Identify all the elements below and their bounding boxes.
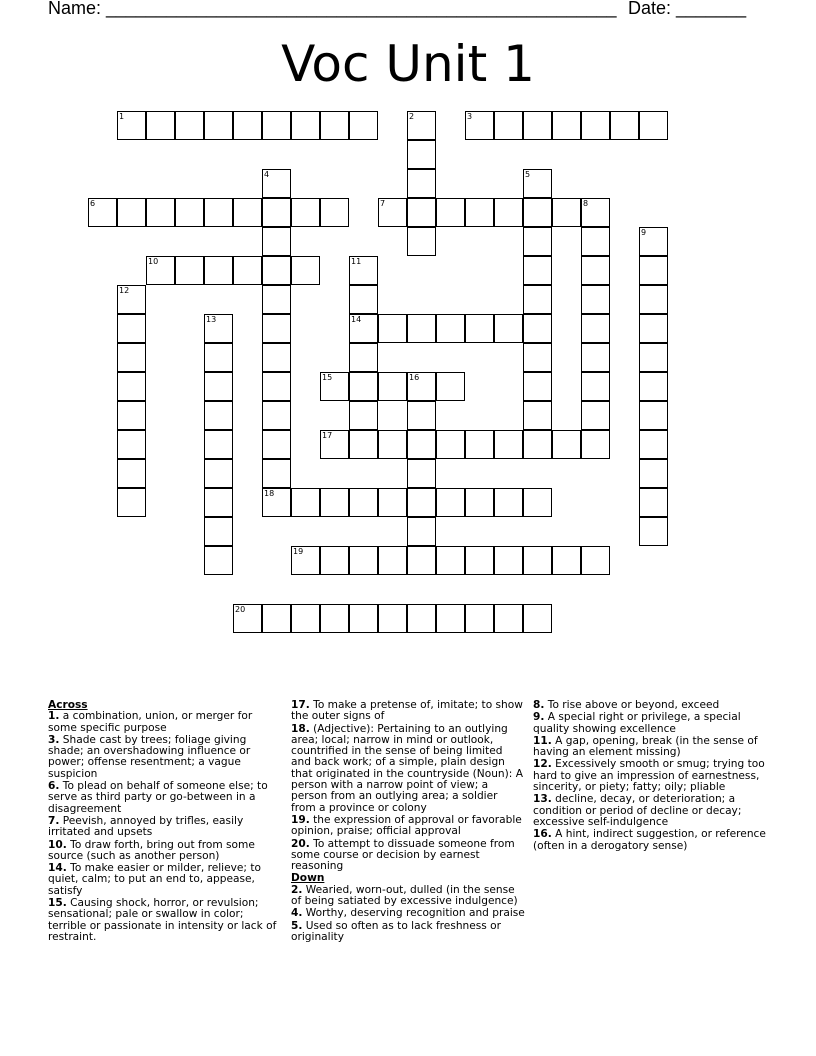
grid-cell[interactable] [581,343,610,372]
clue-text: A hint, indirect suggestion, or reference (often in a derogatory sense) [533,828,766,852]
grid-cell[interactable] [117,401,146,430]
grid-cell[interactable] [436,430,465,459]
clue-number-label: 12. [533,758,552,771]
grid-cell[interactable] [204,459,233,488]
grid-cell[interactable] [204,314,233,343]
clue-number: 13 [206,315,217,324]
grid-cell[interactable] [465,546,494,575]
grid-cell[interactable] [581,198,610,227]
grid-cell[interactable] [494,314,523,343]
grid-cell[interactable] [117,430,146,459]
clue-number: 19 [293,547,304,556]
grid-cell[interactable] [639,343,668,372]
grid-cell[interactable] [320,604,349,633]
grid-cell[interactable] [349,256,378,285]
down-clue [533,736,767,759]
grid-cell[interactable] [204,488,233,517]
grid-cell[interactable] [581,227,610,256]
grid-cell[interactable] [117,111,146,140]
grid-cell[interactable] [407,459,436,488]
grid-cell[interactable] [204,343,233,372]
grid-cell[interactable] [349,430,378,459]
grid-cell[interactable] [349,285,378,314]
clue-text: To attempt to dissuade someone from some course or decision by earnest reasoning [291,837,515,873]
grid-cell[interactable] [523,604,552,633]
clue-number-label: 20. [291,837,310,850]
down-clue [533,829,767,852]
grid-cell[interactable] [291,488,320,517]
grid-cell[interactable] [407,604,436,633]
grid-cell[interactable] [262,372,291,401]
down-clue [291,921,525,944]
grid-cell[interactable] [407,169,436,198]
grid-cell[interactable] [320,372,349,401]
clue-text: To plead on behalf of someone else; to serve as third party or go-between in a disagreement [48,780,268,815]
grid-cell[interactable] [581,430,610,459]
grid-cell[interactable] [494,198,523,227]
grid-cell[interactable] [175,198,204,227]
grid-cell[interactable] [581,372,610,401]
clue-text: A special right or privilege, a special quality showing excellence [533,711,741,735]
clue-number-label: 10. [48,838,67,851]
grid-cell[interactable] [581,314,610,343]
grid-cell[interactable] [436,372,465,401]
grid-cell[interactable] [494,546,523,575]
across-clue [48,711,282,734]
clue-number: 11 [351,257,362,266]
clue-number: 8 [583,199,589,208]
grid-cell[interactable] [88,198,117,227]
grid-cell[interactable] [552,198,581,227]
grid-cell[interactable] [407,198,436,227]
clue-number-label: 7. [48,814,60,827]
grid-cell[interactable] [291,546,320,575]
grid-cell[interactable] [407,314,436,343]
grid-cell[interactable] [436,488,465,517]
grid-cell[interactable] [117,343,146,372]
grid-cell[interactable] [523,430,552,459]
clue-number: 2 [409,112,415,121]
clue-number: 5 [525,170,531,179]
grid-cell[interactable] [436,198,465,227]
clue-number: 17 [322,431,333,440]
down-clue [533,794,767,828]
grid-cell[interactable] [465,314,494,343]
down-clue [533,759,767,793]
clue-number: 4 [264,170,270,179]
grid-cell[interactable] [407,372,436,401]
grid-cell[interactable] [378,372,407,401]
grid-cell[interactable] [204,401,233,430]
grid-cell[interactable] [262,227,291,256]
clue-number-label: 8. [533,699,545,711]
across-clue [291,839,525,873]
clue-text: To rise above or beyond, exceed [544,699,720,711]
grid-cell[interactable] [320,430,349,459]
grid-cell[interactable] [117,372,146,401]
clue-text: To make a pretense of, imitate; to show the outer signs of [291,699,523,723]
grid-cell[interactable] [291,111,320,140]
clue-number: 16 [409,373,420,382]
grid-cell[interactable] [581,546,610,575]
clue-text: A gap, opening, break (in the sense of having an element missing) [533,734,758,759]
grid-cell[interactable] [349,314,378,343]
grid-cell[interactable] [581,401,610,430]
grid-cell[interactable] [465,111,494,140]
clue-text: To draw forth, bring out from some source (such as another person) [48,838,255,862]
down-clue [533,712,767,735]
grid-cell[interactable] [204,111,233,140]
name-field-label: Name: ___________________________________________________ [48,0,617,18]
clue-number-label: 11. [533,734,552,747]
grid-cell[interactable] [349,604,378,633]
grid-cell[interactable] [436,546,465,575]
clue-number: 12 [119,286,130,295]
grid-cell[interactable] [204,430,233,459]
grid-cell[interactable] [523,169,552,198]
grid-cell[interactable] [436,604,465,633]
across-heading: Across [48,699,88,711]
grid-cell[interactable] [639,401,668,430]
grid-cell[interactable] [436,314,465,343]
grid-cell[interactable] [610,111,639,140]
grid-cell[interactable] [117,198,146,227]
across-clue [48,816,282,839]
down-clue [291,885,525,908]
grid-cell[interactable] [378,546,407,575]
grid-cell[interactable] [378,314,407,343]
grid-cell[interactable] [233,604,262,633]
across-clue [48,863,282,897]
across-clue [291,700,525,723]
grid-cell[interactable] [523,314,552,343]
clue-number-label: 13. [533,793,552,806]
grid-cell[interactable] [262,111,291,140]
grid-cell[interactable] [233,111,262,140]
grid-cell[interactable] [639,285,668,314]
grid-cell[interactable] [349,343,378,372]
grid-cell[interactable] [262,401,291,430]
clue-number-label: 16. [533,828,552,841]
clue-text: (Adjective): Pertaining to an outlying area; local; narrow in mind or outlook, countrified in the sense of being limited and back work; of a simple, plain design that originated in the countryside (Noun): A person with a narrow point of view; a person from an outlying area; a soldier from a province or colony [291,722,523,814]
clue-number: 3 [467,112,473,121]
grid-cell[interactable] [639,459,668,488]
grid-cell[interactable] [320,198,349,227]
page-title: Voc Unit 1 [281,35,535,93]
grid-cell[interactable] [494,604,523,633]
clue-text: Used so often as to lack freshness or originality [291,919,502,943]
grid-cell[interactable] [117,488,146,517]
clue-number-label: 15. [48,897,67,910]
grid-cell[interactable] [407,430,436,459]
clue-text: a combination, union, or merger for some specific purpose [48,710,253,734]
grid-cell[interactable] [349,546,378,575]
grid-cell[interactable] [407,517,436,546]
grid-cell[interactable] [349,401,378,430]
grid-cell[interactable] [552,111,581,140]
grid-cell[interactable] [320,488,349,517]
grid-cell[interactable] [262,459,291,488]
clue-text: Shade cast by trees; foliage giving shade; an overshadowing influence or power; offense resentment; a vague suspicion [48,733,251,780]
clue-number-label: 5. [291,919,303,932]
grid-cell[interactable] [494,488,523,517]
clue-number: 1 [119,112,125,121]
grid-cell[interactable] [523,488,552,517]
across-clue [48,898,282,943]
grid-cell[interactable] [349,372,378,401]
grid-cell[interactable] [262,198,291,227]
grid-cell[interactable] [407,488,436,517]
grid-cell[interactable] [523,227,552,256]
grid-cell[interactable] [117,314,146,343]
grid-cell[interactable] [465,430,494,459]
grid-cell[interactable] [378,198,407,227]
clue-column-2 [291,700,525,944]
grid-cell[interactable] [378,488,407,517]
clue-text: decline, decay, or deterioration; a condition or period of decline or decay; excessive self-indulgence [533,793,742,828]
grid-cell[interactable] [349,111,378,140]
grid-cell[interactable] [378,430,407,459]
grid-cell[interactable] [262,314,291,343]
grid-cell[interactable] [407,546,436,575]
grid-cell[interactable] [349,488,378,517]
grid-cell[interactable] [204,372,233,401]
grid-cell[interactable] [639,372,668,401]
grid-cell[interactable] [523,198,552,227]
grid-cell[interactable] [523,546,552,575]
grid-cell[interactable] [523,285,552,314]
grid-cell[interactable] [639,314,668,343]
clue-text: To make easier or milder, relieve; to quiet, calm; to put an end to, appease, satisfy [48,862,261,897]
grid-cell[interactable] [639,256,668,285]
date-field-label: Date: _______ [628,0,747,18]
clue-number-label: 14. [48,862,67,875]
clue-number: 15 [322,373,333,382]
grid-cell[interactable] [262,604,291,633]
grid-cell[interactable] [262,343,291,372]
clue-column-1 [48,700,282,944]
grid-cell[interactable] [465,198,494,227]
across-clue [48,735,282,780]
grid-cell[interactable] [262,169,291,198]
clue-number-label: 17. [291,699,310,711]
clue-number-label: 4. [291,907,303,920]
clue-number: 10 [148,257,159,266]
grid-cell[interactable] [523,111,552,140]
grid-cell[interactable] [320,111,349,140]
across-clue [291,724,525,814]
clue-number: 9 [641,228,647,237]
clue-number-label: 2. [291,883,303,896]
grid-cell[interactable] [262,256,291,285]
down-heading: Down [291,872,325,885]
grid-cell[interactable] [204,517,233,546]
clue-number-label: 3. [48,733,60,746]
clue-column-3 [533,700,767,853]
across-clue [48,781,282,815]
clue-number-label: 1. [48,710,60,723]
grid-cell[interactable] [639,517,668,546]
clue-text: Wearied, worn-out, dulled (in the sense of being satiated by excessive indulgence) [291,883,518,908]
clue-number: 7 [380,199,386,208]
clue-text: Excessively smooth or smug; trying too hard to give an impression of earnestness, sincerity, or piety; fatty; oily; pliable [533,758,765,794]
grid-cell[interactable] [407,111,436,140]
grid-cell[interactable] [465,488,494,517]
grid-cell[interactable] [291,198,320,227]
grid-cell[interactable] [581,285,610,314]
grid-cell[interactable] [639,111,668,140]
grid-cell[interactable] [291,604,320,633]
grid-cell[interactable] [262,488,291,517]
down-clue [291,908,525,919]
grid-cell[interactable] [378,604,407,633]
grid-cell[interactable] [639,488,668,517]
grid-cell[interactable] [146,198,175,227]
grid-cell[interactable] [233,198,262,227]
grid-cell[interactable] [639,430,668,459]
grid-cell[interactable] [581,256,610,285]
clue-number: 18 [264,489,275,498]
grid-cell[interactable] [407,401,436,430]
clue-text: Worthy, deserving recognition and praise [302,907,525,920]
clue-text: Peevish, annoyed by trifles, easily irritated and upsets [48,814,244,839]
grid-cell[interactable] [320,546,349,575]
grid-cell[interactable] [552,546,581,575]
down-clue [533,700,767,711]
grid-cell[interactable] [523,372,552,401]
grid-cell[interactable] [407,140,436,169]
grid-cell[interactable] [117,285,146,314]
grid-cell[interactable] [523,343,552,372]
grid-cell[interactable] [291,256,320,285]
grid-cell[interactable] [262,285,291,314]
grid-cell[interactable] [146,111,175,140]
clue-number: 6 [90,199,96,208]
clue-number: 20 [235,605,246,614]
grid-cell[interactable] [262,430,291,459]
grid-cell[interactable] [204,546,233,575]
grid-cell[interactable] [552,430,581,459]
grid-cell[interactable] [465,604,494,633]
clue-number-label: 19. [291,813,310,826]
grid-cell[interactable] [639,227,668,256]
across-clue [291,815,525,838]
clue-number-label: 9. [533,711,545,724]
grid-cell[interactable] [581,111,610,140]
across-clue [48,840,282,863]
clue-text: the expression of approval or favorable opinion, praise; official approval [291,813,522,838]
grid-cell[interactable] [204,198,233,227]
grid-cell[interactable] [523,401,552,430]
grid-cell[interactable] [175,256,204,285]
grid-cell[interactable] [146,256,175,285]
grid-cell[interactable] [117,459,146,488]
grid-cell[interactable] [494,111,523,140]
grid-cell[interactable] [494,430,523,459]
grid-cell[interactable] [175,111,204,140]
grid-cell[interactable] [233,256,262,285]
clue-number-label: 18. [291,722,310,735]
grid-cell[interactable] [523,256,552,285]
grid-cell[interactable] [407,227,436,256]
clue-number: 14 [351,315,362,324]
clue-number-label: 6. [48,780,60,793]
clue-text: Causing shock, horror, or revulsion; sensational; pale or swallow in color; terrible or passionate in intensity or lack of restraint. [48,897,277,943]
grid-cell[interactable] [204,256,233,285]
